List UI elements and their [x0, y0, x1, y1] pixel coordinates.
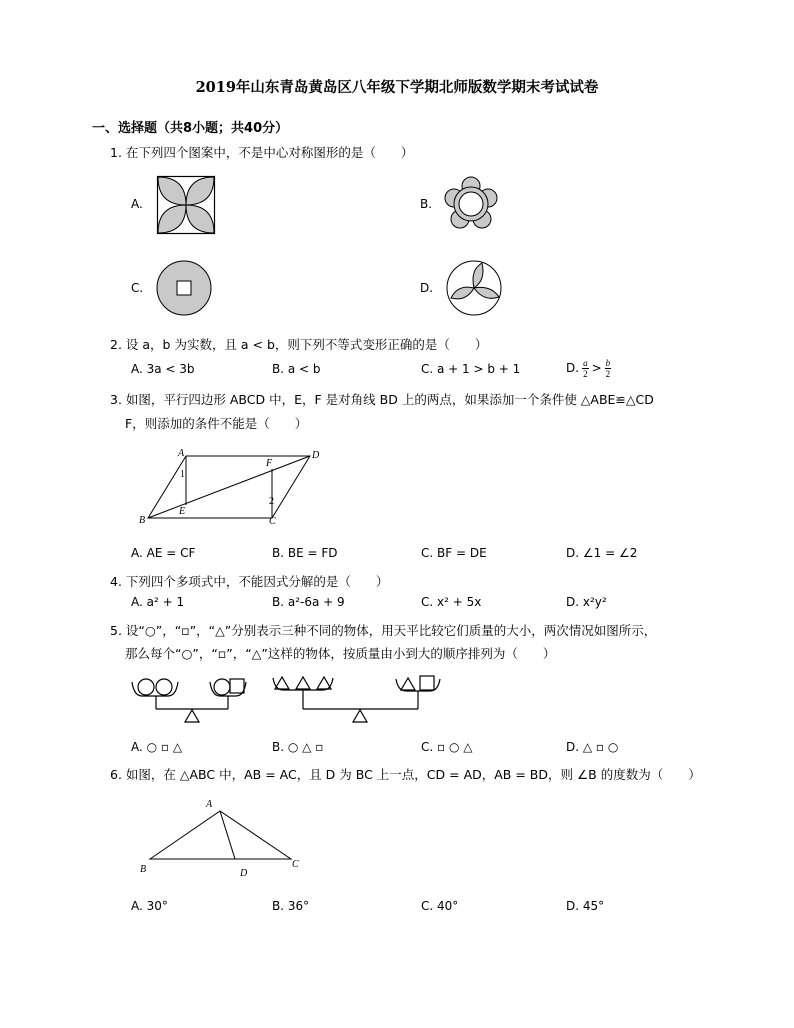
- q6-option-c[interactable]: C. 40°: [421, 899, 459, 913]
- q5-option-b[interactable]: B. ○ △ ▫: [272, 740, 324, 754]
- q2-option-b[interactable]: B. a < b: [272, 362, 321, 376]
- q6-option-a[interactable]: A. 30°: [131, 899, 168, 913]
- q2-stem: 2. 设 a，b 为实数，且 a < b，则下列不等式变形正确的是（ ）: [110, 337, 488, 352]
- q5-option-a[interactable]: A. ○ ▫ △: [131, 740, 183, 754]
- q1-option-b[interactable]: B.: [420, 197, 433, 211]
- q6-stem: 6. 如图，在 △ABC 中，AB = AC，且 D 为 BC 上一点，CD = AD，AB = BD，则 ∠B 的度数为（ ）: [110, 767, 701, 782]
- q2-d-den2: 2: [605, 368, 611, 379]
- q3-stem-line1: 3. 如图，平行四边形 ABCD 中，E，F 是对角线 BD 上的两点，如果添加一个条件使 △ABE≌△CD: [110, 392, 654, 407]
- q4-option-b[interactable]: B. a²-6a + 9: [272, 595, 345, 609]
- q3-label-a: A: [178, 448, 185, 459]
- q2-d-den1: 2: [583, 368, 588, 379]
- q6-option-b[interactable]: B. 36°: [272, 899, 310, 913]
- q3-label-1: 1: [180, 469, 185, 480]
- q1-option-c[interactable]: C.: [131, 281, 144, 295]
- q1-figure-c: [156, 260, 212, 316]
- q4-option-c[interactable]: C. x² + 5x: [421, 595, 482, 609]
- q2-option-d[interactable]: [566, 355, 611, 381]
- q5-option-d[interactable]: D. △ ▫ ○: [566, 740, 619, 754]
- q1-stem: 1. 在下列四个图案中，不是中心对称图形的是（ ）: [110, 145, 414, 160]
- q5-stem-line1: 5. 设“○”，“▫”，“△”分别表示三种不同的物体，用天平比较它们质量的大小，两次情况如图所示，: [110, 623, 657, 638]
- q6-figure-triangle: [136, 797, 306, 879]
- q2-d-fraction-1: [582, 358, 589, 379]
- q2-d-num2: b: [605, 357, 611, 368]
- q3-label-f: F: [266, 458, 273, 469]
- q6-label-a: A: [206, 799, 213, 810]
- q1-option-a[interactable]: A.: [131, 197, 143, 211]
- q2-d-num1: a: [583, 357, 588, 368]
- q3-figure-parallelogram: [138, 446, 328, 528]
- balance-1: [132, 679, 246, 722]
- q3-label-d: D: [312, 450, 320, 461]
- q3-label-2: 2: [269, 496, 274, 507]
- q3-label-e: E: [179, 506, 186, 517]
- q2-option-c[interactable]: C. a + 1 > b + 1: [421, 362, 521, 376]
- q3-option-d[interactable]: D. ∠1 = ∠2: [566, 546, 638, 560]
- q1-figure-a: [157, 176, 215, 234]
- q3-option-a[interactable]: A. AE = CF: [131, 546, 196, 560]
- q3-option-b[interactable]: B. BE = FD: [272, 546, 338, 560]
- q2-d-gt: >: [591, 361, 602, 375]
- q5-figure-balances: [128, 672, 448, 728]
- q2-d-fraction-2: [605, 358, 612, 379]
- q3-label-b: B: [139, 515, 146, 526]
- q4-stem: 4. 下列四个多项式中，不能因式分解的是（ ）: [110, 574, 389, 589]
- q3-label-c: C: [269, 516, 276, 527]
- q3-option-c[interactable]: C. BF = DE: [421, 546, 487, 560]
- q6-option-d[interactable]: D. 45°: [566, 899, 605, 913]
- q5-option-c[interactable]: C. ▫ ○ △: [421, 740, 473, 754]
- q1-option-d[interactable]: D.: [420, 281, 434, 295]
- q1-figure-d: [446, 260, 502, 316]
- q5-stem-line2: 那么每个“○”，“▫”，“△”这样的物体，按质量由小到大的顺序排列为（ ）: [125, 646, 556, 661]
- q4-option-d[interactable]: D. x²y²: [566, 595, 607, 609]
- section-heading: 一、选择题（共8小题；共40分）: [92, 121, 289, 136]
- q6-label-d: D: [240, 868, 248, 879]
- q6-label-c: C: [292, 859, 299, 870]
- q4-option-a[interactable]: A. a² + 1: [131, 595, 185, 609]
- balance-2: [273, 676, 440, 722]
- q2-d-prefix: D.: [566, 361, 580, 375]
- page-title: 2019年山东青岛黄岛区八年级下学期北师版数学期末考试试卷: [195, 79, 599, 96]
- q6-label-b: B: [140, 864, 147, 875]
- q3-stem-line2: F，则添加的条件不能是（ ）: [125, 416, 308, 431]
- q1-figure-b: [443, 176, 499, 232]
- q2-option-a[interactable]: A. 3a < 3b: [131, 362, 195, 376]
